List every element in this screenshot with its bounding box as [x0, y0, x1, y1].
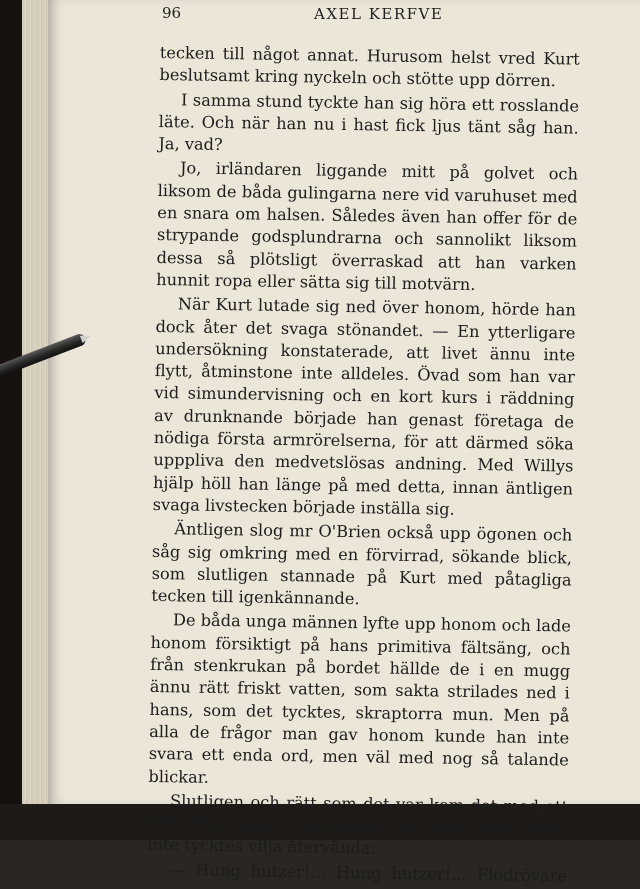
paragraph: Äntligen slog mr O'Brien också upp ögonen och såg sig omkring med en förvirrad, sökande blick, som slutligen stannade på Kurt med påtagliga tecken till igenkännande. — [151, 519, 573, 609]
running-head: AXEL KERFVE — [314, 5, 444, 23]
paragraph: I samma stund tyckte han sig höra ett rosslande läte. Och när han nu i hast fick ljus tänt såg han. Ja, vad? — [158, 89, 580, 155]
paragraph: — Hung hutzer!... Hung hutzer!... Flodrövare — [168, 859, 568, 886]
background-left-edge — [0, 0, 22, 840]
body-text — [147, 42, 580, 889]
page-header — [162, 4, 582, 24]
paragraph: Slutligen och rätt som det var kom det med ett stön över hans bleka läppar, till vilka blodet ännu inte tycktes vilja återvända: — [147, 791, 569, 858]
page-number: 96 — [162, 4, 182, 22]
paragraph: När Kurt lutade sig ned över honom, hörde han dock åter det svaga stönandet. — En ytterligare undersökning konstaterade, att livet ännu inte flytt, åtminstone inte alldeles. Övad som han var vid simundervisning och en kort kurs i räddning av drunknande började han genast företaga de nödiga första armrörelserna, för att därmed söka upppliva den medvetslösas andning. Med Willys hjälp höll han länge på med detta, innan äntligen svaga livstecken började inställa sig. — [152, 294, 576, 519]
paragraph: De båda unga männen lyfte upp honom och lade honom försiktigt på hans primitiva fältsäng, och från stenkrukan på bordet hällde de i en mugg ännu rätt friskt vatten, som sakta strilades ned i hans, som det tycktes, skraptorra mun. Men på alla de frågor man gav honom kunde han inte svara ett enda ord, men väl med nog så talande blickar. — [148, 610, 572, 787]
paragraph: Jo, irländaren liggande mitt på golvet och liksom de båda gulingarna nere vid varuhuset med en snara om halsen. Således även han offer för de strypande godsplundrarna och sannolikt liksom dessa så plötsligt överraskad att han varken hunnit ropa eller sätta sig till motvärn. — [156, 158, 579, 294]
paragraph: tecken till något annat. Hurusom helst vred Kurt beslutsamt kring nyckeln och stötte upp dörren. — [159, 42, 580, 91]
